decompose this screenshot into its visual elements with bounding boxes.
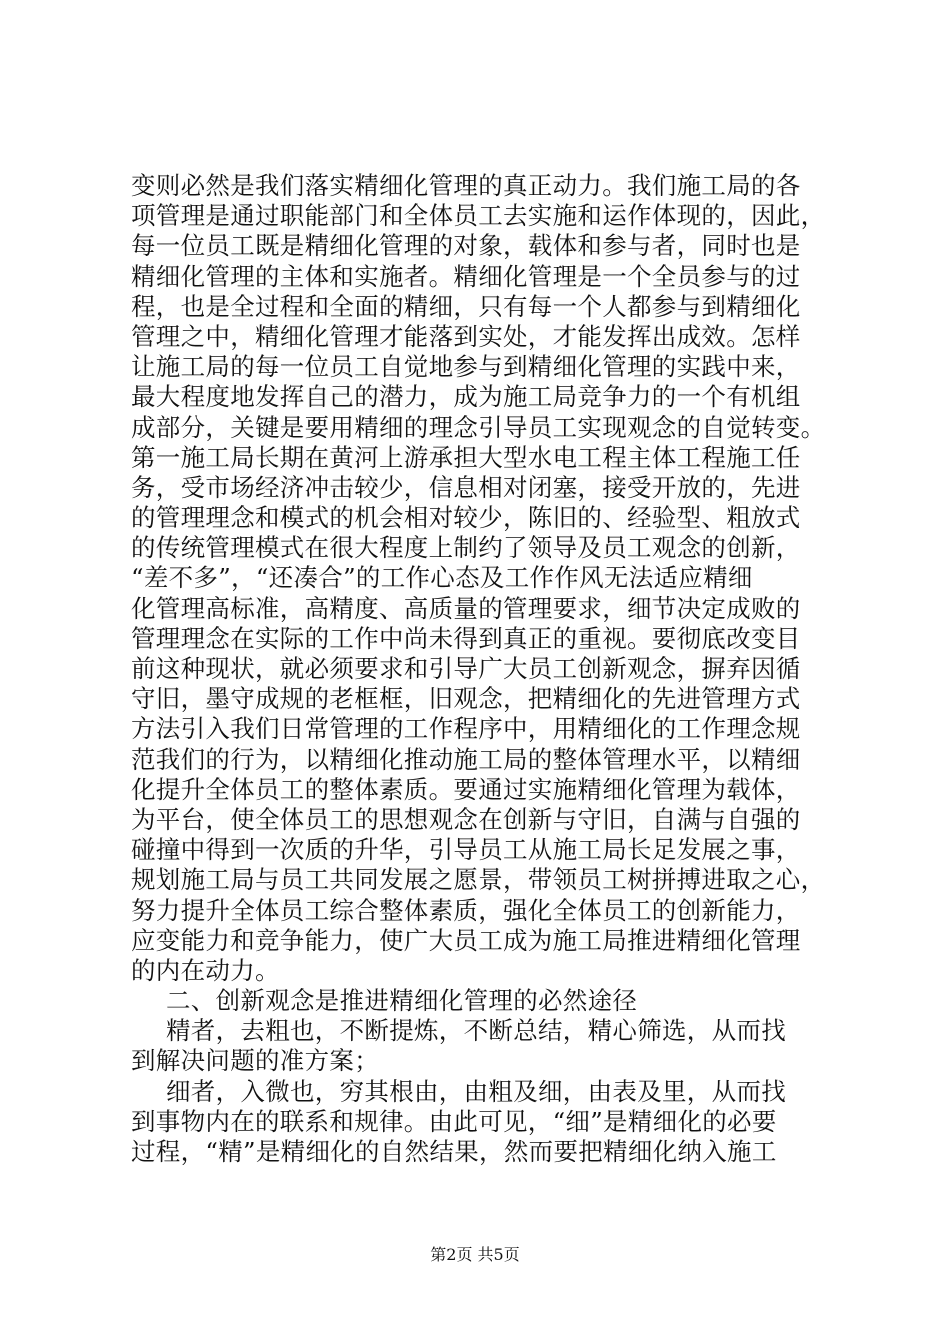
text-line: 方法引入我们日常管理的工作程序中，用精细化的工作理念规 bbox=[131, 714, 801, 744]
text-line: 让施工局的每一位员工自觉地参与到精细化管理的实践中来， bbox=[131, 352, 801, 382]
body-text bbox=[131, 171, 851, 1167]
text-line: 前这种现状，就必须要求和引导广大员工创新观念，摒弃因循 bbox=[131, 654, 801, 683]
text-line: 成部分，关键是要用精细的理念引导员工实现观念的自觉转变。 bbox=[131, 412, 826, 442]
text-line: 的管理理念和模式的机会相对较少，陈旧的、经验型、粗放式 bbox=[131, 503, 801, 533]
text-line: 努力提升全体员工综合整体素质，强化全体员工的创新能力， bbox=[131, 895, 801, 925]
text-line: 应变能力和竞争能力，使广大员工成为施工局推进精细化管理 bbox=[131, 925, 801, 955]
text-line: 精者，去粗也，不断提炼，不断总结，精心筛选，从而找 bbox=[166, 1016, 786, 1046]
text-line: “差不多”，“还凑合”的工作心态及工作作风无法适应精细 bbox=[131, 563, 753, 593]
text-line: 每一位员工既是精细化管理的对象，载体和参与者，同时也是 bbox=[131, 231, 801, 261]
text-line: 的内在动力。 bbox=[131, 955, 280, 985]
text-line: 细者，入微也，穷其根由，由粗及细，由表及里，从而找 bbox=[166, 1076, 786, 1106]
text-line: 化管理高标准，高精度、高质量的管理要求，细节决定成败的 bbox=[131, 593, 801, 623]
text-line: 的传统管理模式在很大程度上制约了领导及员工观念的创新， bbox=[131, 533, 801, 563]
text-line: 管理之中，精细化管理才能落到实处，才能发挥出成效。怎样 bbox=[131, 321, 801, 351]
text-line: 第一施工局长期在黄河上游承担大型水电工程主体工程施工任 bbox=[131, 442, 801, 472]
text-line: 守旧，墨守成规的老框框，旧观念，把精细化的先进管理方式 bbox=[131, 684, 801, 714]
text-line: 为平台，使全体员工的思想观念在创新与守旧，自满与自强的 bbox=[131, 804, 801, 834]
text-line: 程，也是全过程和全面的精细，只有每一个人都参与到精细化 bbox=[131, 291, 801, 321]
text-line: 到解决问题的准方案； bbox=[131, 1046, 379, 1076]
text-line: 务，受市场经济冲击较少，信息相对闭塞，接受开放的，先进 bbox=[131, 472, 801, 502]
text-line: 管理理念在实际的工作中尚未得到真正的重视。要彻底改变目 bbox=[131, 623, 801, 653]
text-line: 化提升全体员工的整体素质。要通过实施精细化管理为载体， bbox=[131, 774, 801, 804]
text-line: 变则必然是我们落实精细化管理的真正动力。我们施工局的各 bbox=[131, 171, 801, 200]
text-line: 规划施工局与员工共同发展之愿景，带领员工树拼搏进取之心， bbox=[131, 865, 826, 895]
text-line: 碰撞中得到一次质的升华，引导员工从施工局长足发展之事， bbox=[131, 835, 801, 865]
text-line: 范我们的行为，以精细化推动施工局的整体管理水平，以精细 bbox=[131, 744, 801, 774]
text-line: 到事物内在的联系和规律。由此可见，“细”是精细化的必要 bbox=[131, 1106, 777, 1136]
text-line: 精细化管理的主体和实施者。精细化管理是一个全员参与的过 bbox=[131, 261, 801, 291]
text-line: 项管理是通过职能部门和全体员工去实施和运作体现的，因此， bbox=[131, 201, 826, 231]
page-number-footer: 第2页 共5页 bbox=[430, 1245, 520, 1264]
section-heading: 二、创新观念是推进精细化管理的必然途径 bbox=[166, 986, 638, 1016]
text-line: 最大程度地发挥自己的潜力，成为施工局竞争力的一个有机组 bbox=[131, 382, 801, 412]
text-line: 过程，“精”是精细化的自然结果，然而要把精细化纳入施工 bbox=[131, 1137, 777, 1166]
